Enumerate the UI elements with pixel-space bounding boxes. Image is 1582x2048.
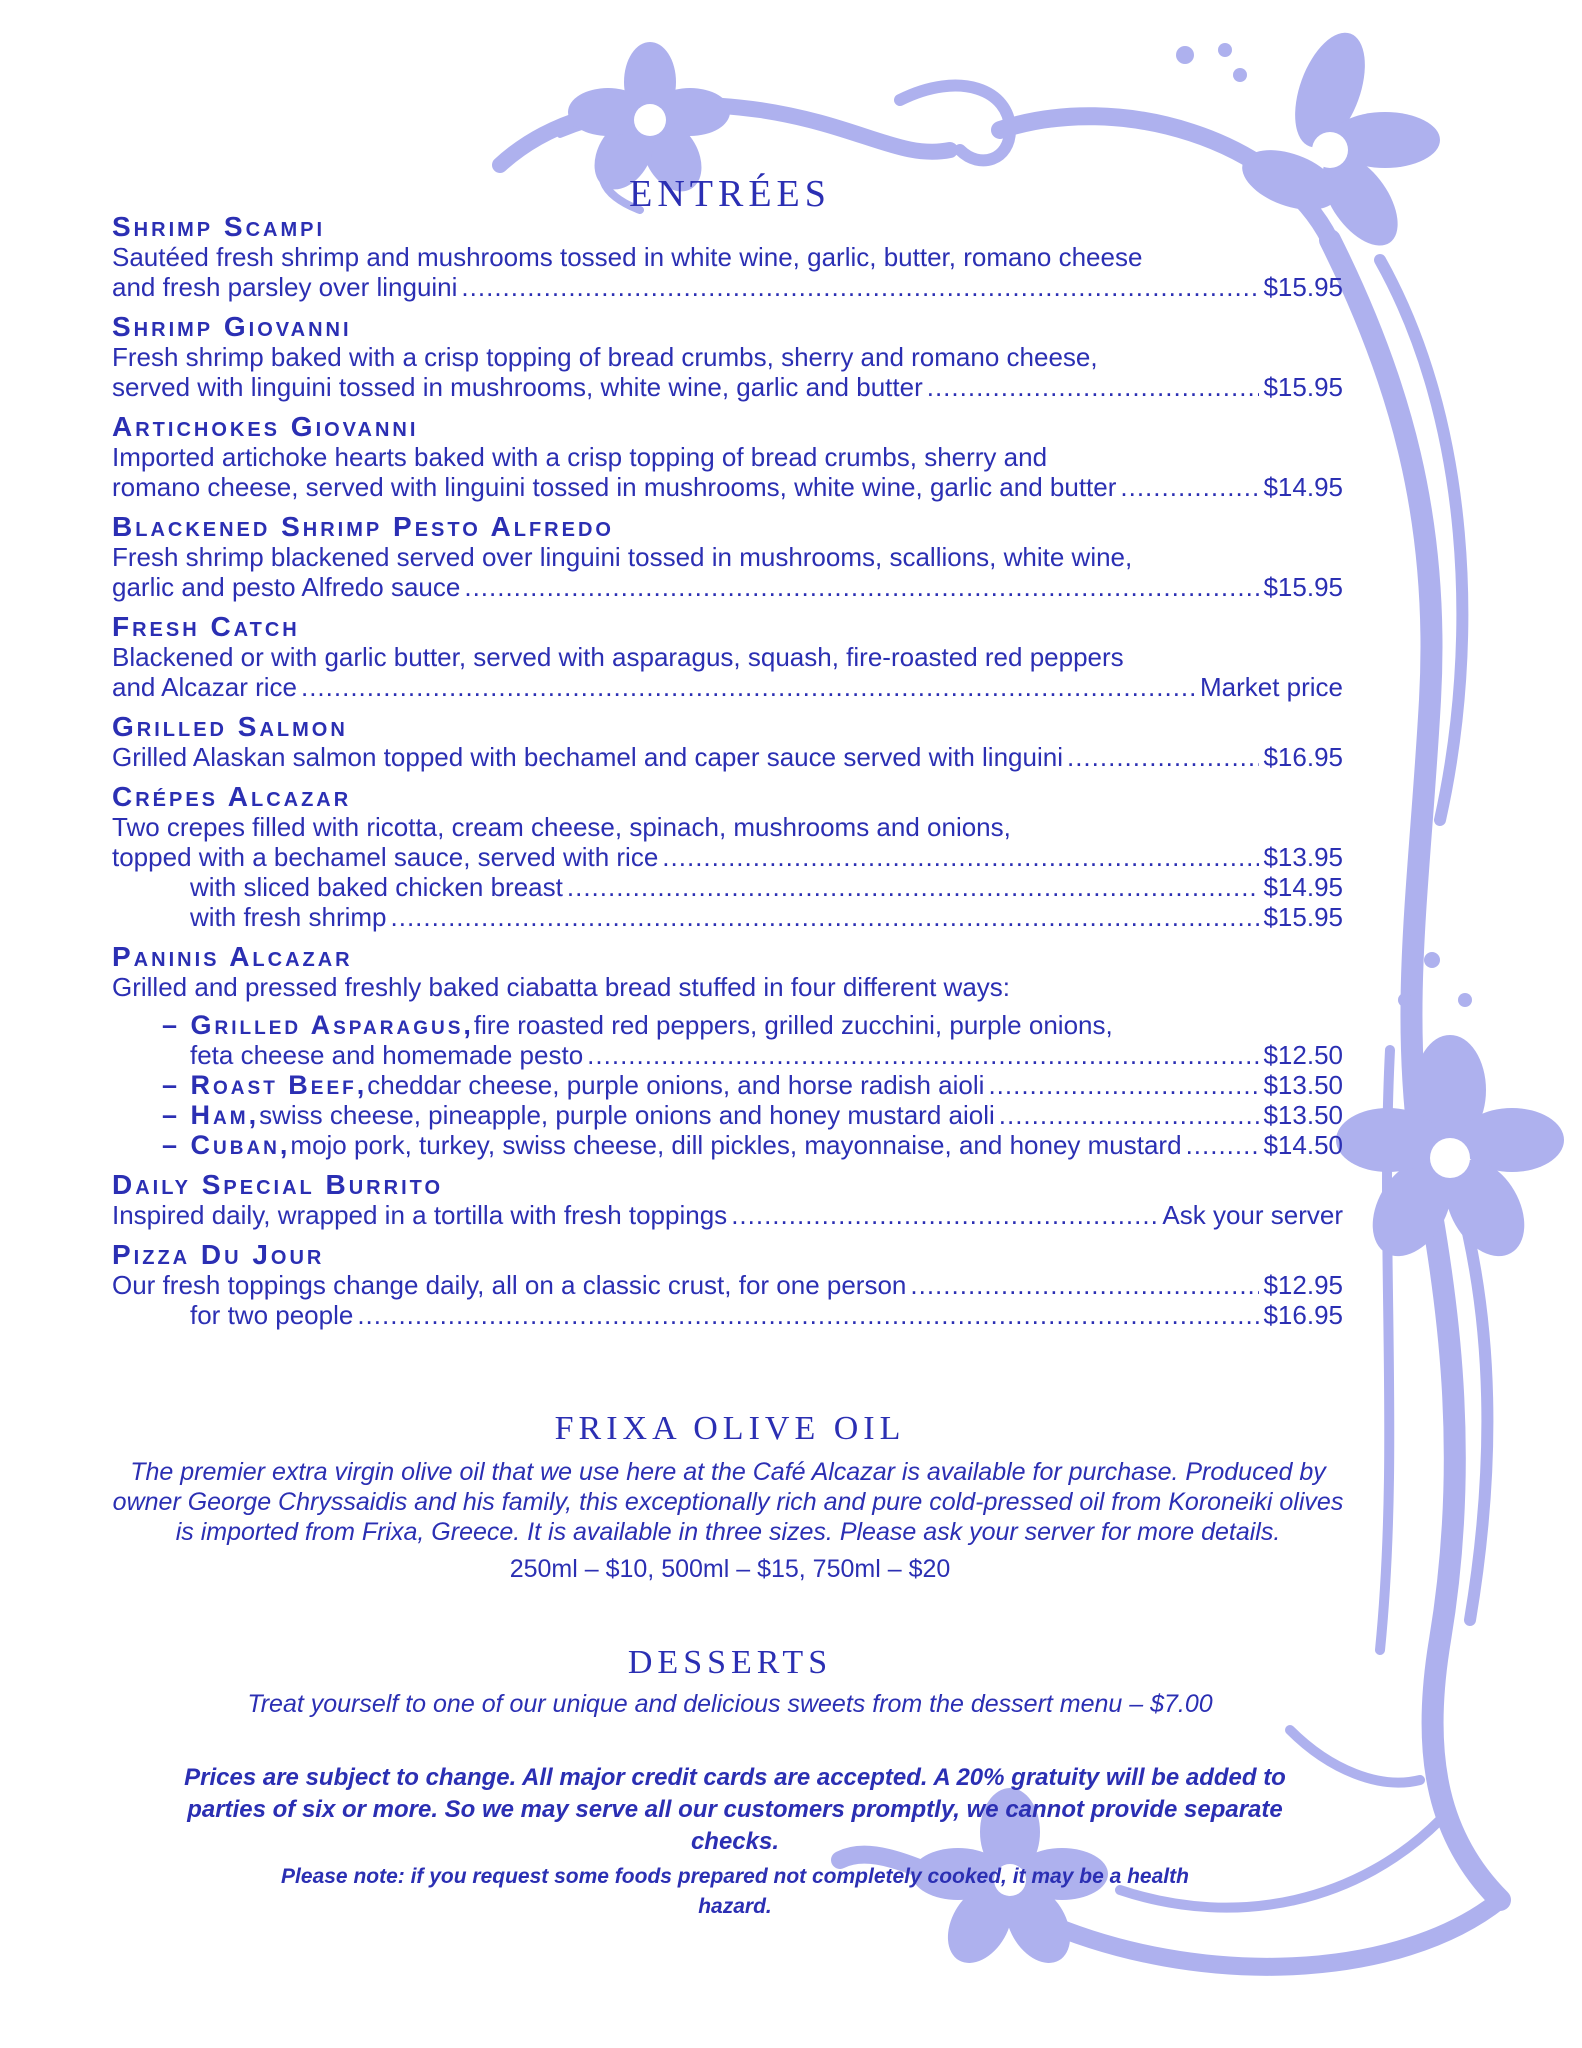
menu-item-line [112, 1270, 1343, 1300]
menu-item-line [112, 842, 1343, 872]
menu-item-line [112, 902, 1343, 932]
menu-item-line [112, 442, 1343, 472]
entrees-title: ENTRÉES [629, 173, 831, 215]
menu-item-description: served with linguini tossed in mushrooms, white wine, garlic and butter [112, 372, 923, 402]
dot-leader [1067, 742, 1259, 772]
menu-item [112, 1170, 1343, 1230]
menu-item-description: Inspired daily, wrapped in a tortilla with fresh toppings [112, 1200, 728, 1230]
menu-item [112, 1240, 1343, 1330]
dot-leader [910, 1270, 1259, 1300]
menu-item-price: $16.95 [1263, 742, 1343, 772]
menu-item-description: Two crepes filled with ricotta, cream cheese, spinach, mushrooms and onions, [112, 812, 1011, 842]
olive-oil-sizes: 250ml – $10, 500ml – $15, 750ml – $20 [509, 1555, 951, 1583]
menu-item-price: $14.95 [1263, 872, 1343, 902]
menu-item-line [112, 672, 1343, 702]
menu-item-price: Market price [1199, 672, 1343, 702]
menu-item [112, 312, 1343, 402]
menu-item-price: Ask your server [1162, 1200, 1343, 1230]
menu-item-description: and Alcazar rice [112, 672, 297, 702]
menu-item-line [112, 1300, 1343, 1330]
panini-option-price: $13.50 [1263, 1100, 1343, 1130]
dot-leader [464, 572, 1259, 602]
menu-item-description: Our fresh toppings change daily, all on a classic crust, for one person [112, 1270, 907, 1300]
dot-leader [357, 1300, 1259, 1330]
menu-item-price: $12.95 [1263, 1270, 1343, 1300]
dot-leader [731, 1200, 1158, 1230]
menu-item-price: $15.95 [1263, 272, 1343, 302]
menu-item-description: with sliced baked chicken breast [190, 872, 563, 902]
dot-leader [391, 902, 1260, 932]
menu-item-description: romano cheese, served with linguini tossed in mushrooms, white wine, garlic and butter [112, 472, 1117, 502]
menu-item-name: Crépes Alcazar [112, 781, 352, 812]
desserts-title: DESSERTS [627, 1644, 833, 1681]
menu-item-description: Fresh shrimp baked with a crisp topping of bread crumbs, sherry and romano cheese, [112, 342, 1098, 372]
menu-item-description: Blackened or with garlic butter, served with asparagus, squash, fire-roasted red peppers [112, 642, 1124, 672]
menu-item-description: Fresh shrimp blackened served over linguini tossed in mushrooms, scallions, white wine, [112, 542, 1133, 572]
menu-item [112, 782, 1343, 932]
menu-item-line [112, 372, 1343, 402]
menu-item-line [112, 472, 1343, 502]
menu-item-line [112, 342, 1343, 372]
menu-item-description: for two people [190, 1300, 354, 1330]
dot-leader [1186, 1130, 1260, 1160]
menu-item-line [112, 872, 1343, 902]
dot-leader [301, 672, 1196, 702]
menu-item-line [112, 642, 1343, 672]
menu-item-description: garlic and pesto Alfredo sauce [112, 572, 461, 602]
dot-leader [927, 372, 1260, 402]
panini-option-price: $12.50 [1263, 1040, 1343, 1070]
panini-option-name: – Ham, [162, 1100, 260, 1130]
menu-item-name: Paninis Alcazar [112, 941, 353, 972]
menu-item-description: Grilled Alaskan salmon topped with bechamel and caper sauce served with linguini [112, 742, 1063, 772]
menu-item [112, 612, 1343, 702]
pricing-notice: Prices are subject to change. All major credit cards are accepted. A 20% gratuity will be added to parties of six or more. So we may serve all our customers promptly, we cannot provide separate checks. [184, 1764, 1286, 1855]
menu-item-line [112, 242, 1343, 272]
menu-item-price: $15.95 [1263, 572, 1343, 602]
olive-oil-title: FRIXA OLIVE OIL [554, 1410, 906, 1447]
menu-item-name: Artichokes Giovanni [112, 411, 419, 442]
menu-item-description: Grilled and pressed freshly baked ciabatta bread stuffed in four different ways: [112, 972, 1011, 1002]
dot-leader [1120, 472, 1259, 502]
panini-option [112, 1010, 1343, 1040]
menu-item-name: Shrimp Scampi [112, 211, 326, 242]
panini-option [112, 1070, 1343, 1100]
menu-item [112, 212, 1343, 302]
menu-item [112, 712, 1343, 772]
panini-option-description: fire roasted red peppers, grilled zucchini, purple onions, [473, 1010, 1113, 1040]
menu-item [112, 512, 1343, 602]
entree-list [112, 212, 1343, 1340]
panini-option-description: cheddar cheese, purple onions, and horse radish aioli [367, 1070, 985, 1100]
dot-leader [662, 842, 1259, 872]
panini-option [112, 1130, 1343, 1160]
dot-leader [988, 1070, 1259, 1100]
menu-item [112, 412, 1343, 502]
menu-item-name: Daily Special Burrito [112, 1169, 444, 1200]
menu-item-description: topped with a bechamel sauce, served with rice [112, 842, 659, 872]
menu-item [112, 942, 1343, 1160]
desserts-description: Treat yourself to one of our unique and delicious sweets from the dessert menu – $7.00 [247, 1690, 1213, 1718]
dot-leader [587, 1040, 1259, 1070]
menu-item-line [112, 742, 1343, 772]
menu-item-name: Shrimp Giovanni [112, 311, 352, 342]
menu-item-line [112, 542, 1343, 572]
menu-item-name: Pizza Du Jour [112, 1239, 325, 1270]
menu-item-price: $15.95 [1263, 372, 1343, 402]
panini-option-name: – Cuban, [162, 1130, 291, 1160]
menu-item-price: $16.95 [1263, 1300, 1343, 1330]
dot-leader [461, 272, 1259, 302]
menu-item-line [112, 1200, 1343, 1230]
menu-item-description: Sautéed fresh shrimp and mushrooms tossed in white wine, garlic, butter, romano cheese [112, 242, 1143, 272]
menu-item-line [112, 812, 1343, 842]
menu-item-description: Imported artichoke hearts baked with a crisp topping of bread crumbs, sherry and [112, 442, 1048, 472]
menu-item-name: Blackened Shrimp Pesto Alfredo [112, 511, 614, 542]
menu-item-line [112, 272, 1343, 302]
panini-option-price: $13.50 [1263, 1070, 1343, 1100]
menu-item-description: with fresh shrimp [190, 902, 387, 932]
panini-option-description: swiss cheese, pineapple, purple onions and honey mustard aioli [259, 1100, 995, 1130]
menu-item-line [112, 972, 1343, 1002]
panini-option-price: $14.50 [1263, 1130, 1343, 1160]
menu-item-price: $13.95 [1263, 842, 1343, 872]
health-notice: Please note: if you request some foods prepared not completely cooked, it may be a health hazard. [281, 1865, 1189, 1918]
panini-option-continuation [112, 1040, 1343, 1070]
menu-item-name: Fresh Catch [112, 611, 300, 642]
panini-option-name: – Grilled Asparagus, [162, 1010, 474, 1040]
panini-option [112, 1100, 1343, 1130]
panini-option-description: mojo pork, turkey, swiss cheese, dill pickles, mayonnaise, and honey mustard [290, 1130, 1182, 1160]
panini-option-description-cont: feta cheese and homemade pesto [190, 1040, 584, 1070]
menu-item-price: $15.95 [1263, 902, 1343, 932]
menu-item-description: and fresh parsley over linguini [112, 272, 458, 302]
menu-item-price: $14.95 [1263, 472, 1343, 502]
panini-option-name: – Roast Beef, [162, 1070, 368, 1100]
dot-leader [999, 1100, 1260, 1130]
menu-item-name: Grilled Salmon [112, 711, 348, 742]
menu-item-line [112, 572, 1343, 602]
dot-leader [567, 872, 1260, 902]
olive-oil-description: The premier extra virgin olive oil that we use here at the Café Alcazar is available for purchase. Produced by owner George Chryssaidis and his family, this exceptionally rich and pure cold-pressed oil from Koroneiki olives is imported from Frixa, Greece. It is available in three sizes. Please ask your server for more details. [112, 1458, 1344, 1546]
